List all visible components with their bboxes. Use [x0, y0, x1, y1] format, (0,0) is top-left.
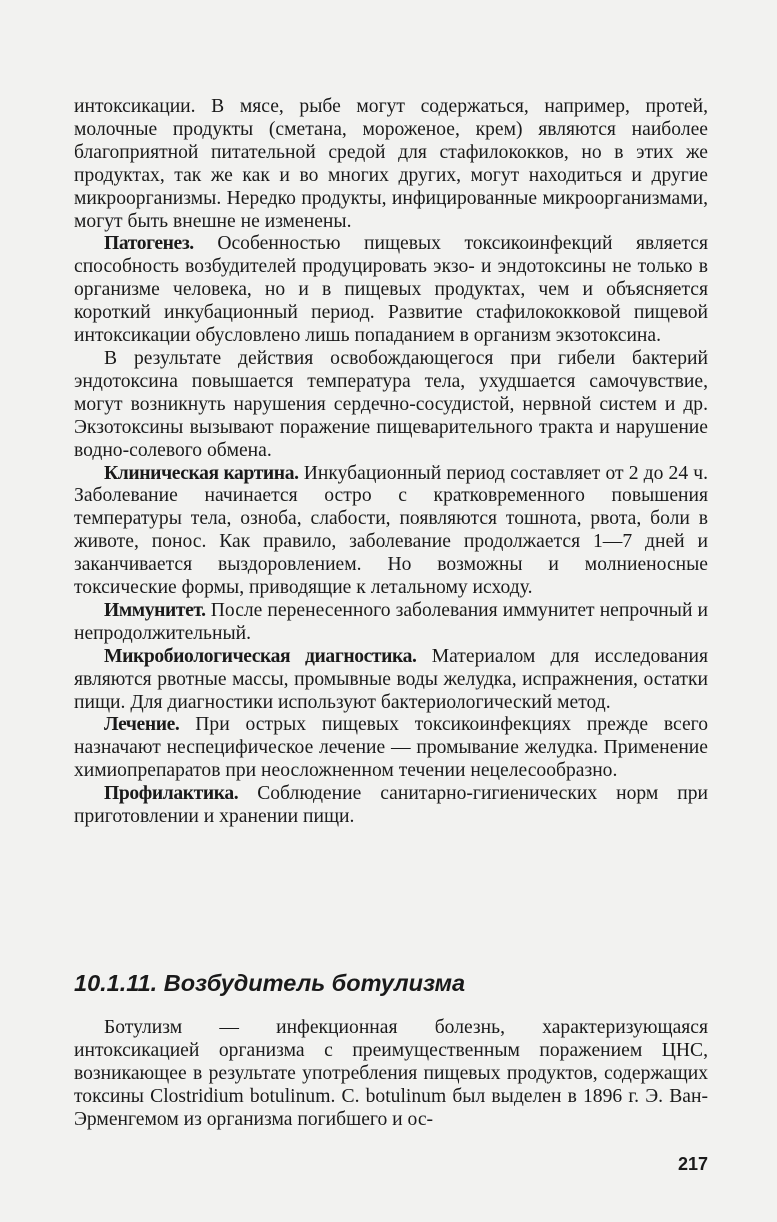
paragraph-continuation	[74, 96, 708, 233]
paragraph-botulism-intro: Ботулизм — инфекционная болезнь, характеризующаяся интоксикацией организма с преимущественным поражением ЦНС, возникающее в результате употребления пищевых продуктов, содержащих токсины Clostridium botulinum. C. botulinum был выделен в 1896 г. Э. Ван-Эрменгемом из организма погибшего и ос-	[74, 1017, 708, 1130]
paragraph-text: Материалом для исследования являются рвотные массы, промывные воды желудка, испражнения, остатки пищи. Для диагностики используют бактериологический метод.	[74, 645, 708, 713]
paragraph-text: Инкубационный период составляет от 2 до 24 ч. Заболевание начинается остро с кратковременного повышения температуры тела, озноба, слабости, появляются тошнота, рвота, боли в животе, понос. Как правило, заболевание продолжается 1—7 дней и заканчивается выздоровлением. Но возможны и молниеносные токсические формы, приводящие к летальному исходу.	[74, 462, 708, 599]
paragraph-heading: Патогенез.	[104, 233, 194, 255]
paragraph-heading: Клиническая картина.	[104, 462, 299, 484]
paragraph-treatment	[74, 714, 708, 783]
section-body	[74, 1017, 708, 1132]
paragraph-text: При острых пищевых токсикоинфекциях прежде всего назначают неспецифическое лечение — промывание желудка. Применение химиопрепаратов при неосложненном течении нецелесообразно.	[74, 714, 708, 782]
paragraph-prevention	[74, 783, 708, 829]
paragraph-text: интоксикации. В мясе, рыбе могут содержаться, например, протей, молочные продукты (сметана, мороженое, крем) являются наиболее благоприятной питательной средой для стафилококков, но в этих же продуктах, так же как и во многих других, могут находиться и другие микроорганизмы. Нередко продукты, инфицированные микроорганизмами, могут быть внешне не изменены.	[74, 96, 708, 232]
paragraph-diagnostics	[74, 646, 708, 715]
paragraph-heading: Лечение.	[104, 714, 180, 736]
paragraph-text: После перенесенного заболевания иммунитет непрочный и непродолжительный.	[74, 599, 708, 644]
paragraph-heading: Профилактика.	[104, 783, 239, 805]
paragraph-immunity	[74, 600, 708, 646]
paragraph-heading: Иммунитет.	[104, 599, 206, 621]
page-number: 217	[677, 1154, 708, 1174]
paragraph-clinical-picture	[74, 463, 708, 600]
paragraph-text: Особенностью пищевых токсикоинфекций является способность возбудителей продуцировать экзо- и эндотоксины не только в организме человека, но и в пищевых продуктах, чем и объясняется короткий инкубационный период. Развитие стафилококковой пищевой интоксикации обусловлено лишь попаданием в организм экзотоксина.	[74, 233, 708, 347]
paragraph-heading: Микробиологическая диагностика.	[104, 645, 417, 667]
paragraph-text: Соблюдение санитарно-гигиенических норм при приготовлении и хранении пищи.	[74, 783, 708, 828]
section-heading: 10.1.11. Возбудитель ботулизма	[74, 970, 466, 996]
paragraph-toxin-effects	[74, 348, 708, 463]
paragraph-text: В результате действия освобождающегося при гибели бактерий эндотоксина повышается температура тела, ухудшается самочувствие, могут возникнуть нарушения сердечно-сосудистой, нервной систем и др. Экзотоксины вызывают поражение пищеварительного тракта и нарушение водно-солевого обмена.	[74, 347, 708, 461]
paragraph-pathogenesis	[74, 233, 708, 348]
page-body	[74, 96, 708, 829]
